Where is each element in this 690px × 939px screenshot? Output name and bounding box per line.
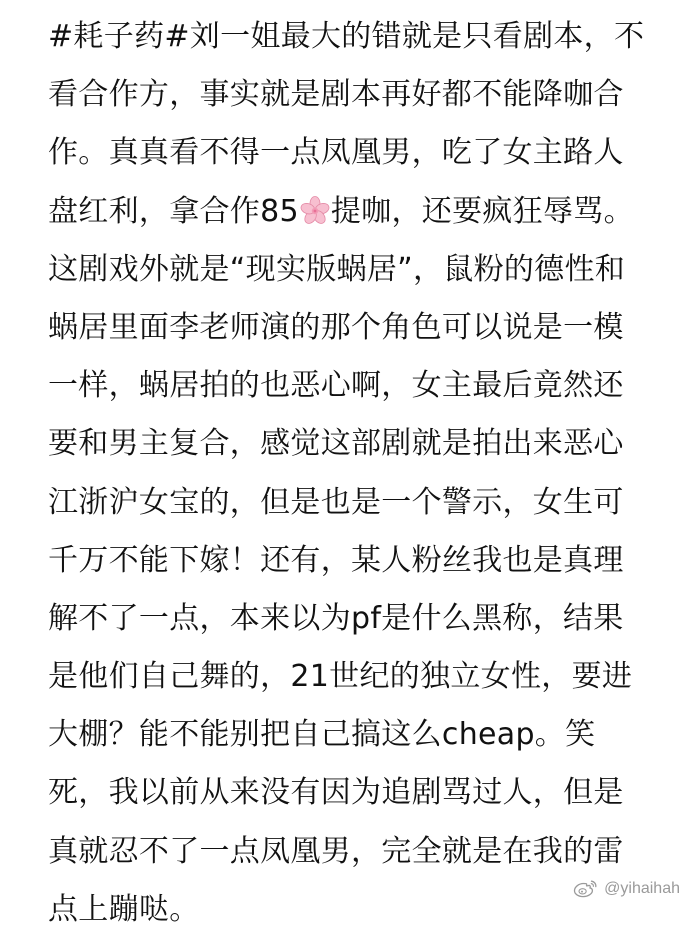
post-line-14: 死，我以前从来没有因为追剧骂过人，但是 (48, 775, 624, 811)
weibo-icon (573, 879, 599, 899)
post-line-3: 作。真真看不得一点凤凰男，吃了女主路人 (48, 135, 624, 171)
post-line-8: 要和男主复合，感觉这部剧就是拍出来恶心 (48, 426, 624, 462)
watermark-handle: @yihaihah (604, 880, 680, 897)
post-line-16: 点上蹦哒。 (48, 891, 200, 927)
cherry-blossom-icon (300, 196, 330, 226)
post-line-2: 看合作方，事实就是剧本再好都不能降咖合 (48, 77, 624, 113)
post-line-11: 解不了一点，本来以为pf是什么黑称，结果 (48, 600, 624, 636)
post-line-9: 江浙沪女宝的，但是也是一个警示，女生可 (48, 484, 624, 520)
post-line-10: 千万不能下嫁！还有，某人粉丝我也是真理 (48, 542, 624, 578)
post-line-7: 一样，蜗居拍的也恶心啊，女主最后竟然还 (48, 368, 624, 404)
post-body (48, 8, 648, 939)
watermark (573, 879, 680, 899)
post-line-1: #耗子药#刘一姐最大的错就是只看剧本，不 (48, 19, 645, 54)
post-line-6: 蜗居里面李老师演的那个角色可以说是一模 (48, 309, 624, 345)
post-line-13: 大棚？能不能别把自己搞这么cheap。笑 (48, 717, 596, 753)
post-line-5: 这剧戏外就是“现实版蜗居”，鼠粉的德性和 (48, 251, 626, 287)
post-line-4 (48, 183, 648, 241)
post-line-4-start: 盘红利，拿合作85 (48, 193, 299, 229)
post-line-12: 是他们自己舞的，21世纪的独立女性，要进 (48, 659, 633, 695)
post-line-15: 真就忍不了一点凤凰男，完全就是在我的雷 (48, 833, 624, 869)
post-line-4-end: 提咖，还要疯狂辱骂。 (330, 193, 634, 229)
